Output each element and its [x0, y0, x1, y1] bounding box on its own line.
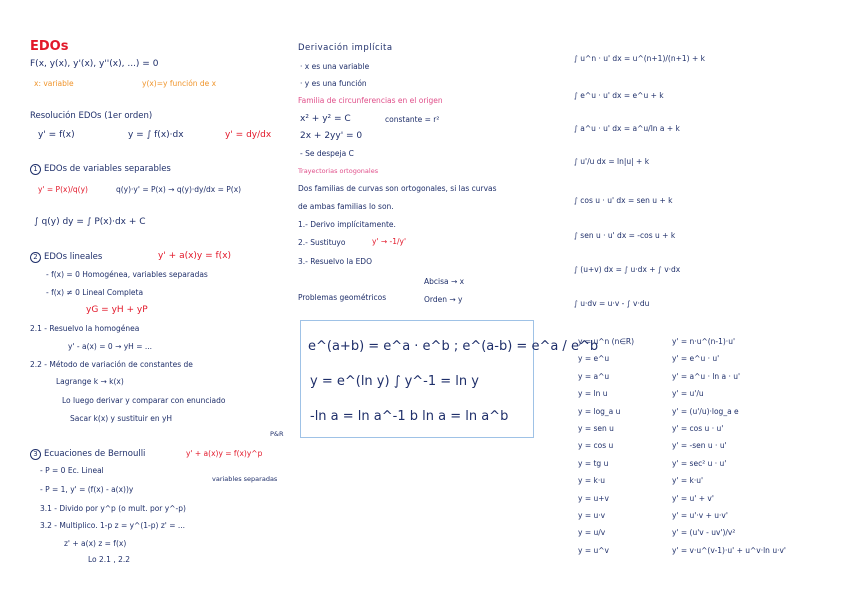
derivative-function: y = a^u	[578, 371, 610, 381]
resolucion-eq-c: y' = dy/dx	[225, 130, 272, 140]
section-1-heading	[30, 164, 171, 175]
section-3-title: Ecuaciones de Bernoulli	[44, 449, 146, 459]
derivative-result: y' = n·u^(n-1)·u'	[672, 337, 736, 346]
section-2-title: EDOs lineales	[44, 252, 103, 262]
trayectorias-step-1: 1.- Derivo implícitamente.	[298, 220, 396, 229]
abcisa-note: Abcisa → x	[424, 277, 465, 286]
step-3-1: 3.1 - Divido por y^p (o mult. por y^-p)	[40, 504, 186, 513]
box-ln-power-rule: -ln a = ln a^-1 b ln a = ln a^b	[310, 409, 509, 424]
step-3-2-eq: z' + a(x) z = f(x)	[64, 539, 127, 548]
derivative-function: y = u^n (n∈R)	[578, 337, 635, 346]
trayectorias-def-1: Dos familias de curvas son ortogonales, si las curvas	[298, 184, 497, 193]
trayectorias-def-2: de ambas familias lo son.	[298, 202, 394, 211]
derivative-function: y = u/v	[578, 528, 606, 538]
integral-rule: ∫ u^n · u' dx = u^(n+1)/(n+1) + k	[574, 54, 705, 63]
section-2-general-solution: yG = yH + yP	[86, 305, 148, 315]
familia-derivative: 2x + 2yy' = 0	[300, 131, 363, 141]
derivacion-title: Derivación implícita	[298, 43, 393, 53]
derivacion-x: · x es una variable	[300, 62, 370, 71]
trayectorias-heading: Trayectorias ortogonales	[298, 167, 379, 175]
derivative-result: y' = u'/u	[672, 389, 704, 399]
derivative-function: y = u·v	[578, 511, 606, 520]
derivative-result: y' = -sen u · u'	[672, 441, 727, 451]
step-2-1-eq: y' - a(x) = 0 → yH = ...	[68, 342, 153, 351]
section-1-eq-c: ∫ q(y) dy = ∫ P(x)·dx + C	[34, 217, 146, 227]
trayectorias-substitution: y' → -1/y'	[372, 237, 407, 246]
edos-title: EDOs	[30, 39, 69, 54]
familia-heading: Familia de circunferencias en el origen	[298, 96, 443, 105]
derivative-function: y = sen u	[578, 424, 614, 433]
derivative-function: y = u^v	[578, 545, 609, 555]
derivative-result: y' = cos u · u'	[672, 424, 724, 433]
section-2-homogenea: - f(x) = 0 Homogénea, variables separadas	[46, 270, 208, 279]
derivative-function: y = u+v	[578, 493, 609, 503]
integral-rule: ∫ e^u · u' dx = e^u + k	[574, 91, 664, 100]
step-2-2-substitute: Sacar k(x) y sustituir en yH	[70, 414, 173, 423]
step-2-2-lagrange: Lagrange k → k(x)	[56, 377, 124, 386]
step-3-2-ref: Lo 2.1 , 2.2	[88, 555, 131, 564]
step-2-2: 2.2 - Método de variación de constantes de	[30, 360, 193, 369]
section-1-number: 1	[30, 164, 41, 175]
derivative-function: y = log_a u	[578, 406, 621, 416]
integral-rule: ∫ cos u · u' dx = sen u + k	[574, 196, 673, 205]
section-3-case-p1: - P = 1, y' = (f(x) - a(x))y	[40, 485, 134, 494]
derivacion-y: · y es una función	[300, 79, 367, 88]
derivative-result: y' = v·u^(v-1)·u' + u^v·ln u·v'	[672, 545, 786, 555]
integral-rule: ∫ u'/u dx = ln|u| + k	[574, 157, 650, 166]
box-exp-rule: e^(a+b) = e^a · e^b ; e^(a-b) = e^a / e^b	[308, 339, 599, 354]
section-2-heading	[30, 252, 102, 263]
trayectorias-step-2: 2.- Sustituyo	[298, 238, 346, 247]
familia-constant: constante = r²	[385, 115, 440, 124]
problemas-geometricos: Problemas geométricos	[298, 293, 387, 302]
resolucion-eq-b: y = ∫ f(x)·dx	[128, 130, 184, 140]
edo-general-form: F(x, y(x), y'(x), y''(x), ...) = 0	[30, 59, 159, 69]
derivative-function: y = ln u	[578, 389, 608, 399]
derivative-function: y = tg u	[578, 458, 609, 468]
edo-variable-note: x: variable	[34, 79, 74, 88]
resolucion-heading: Resolución EDOs (1er orden)	[30, 111, 153, 121]
section-3-separadas-label: variables separadas	[212, 475, 278, 483]
derivative-function: y = k·u	[578, 476, 605, 486]
derivative-result: y' = a^u · ln a · u'	[672, 371, 741, 381]
derivative-result: y' = sec² u · u'	[672, 458, 727, 468]
section-3-number: 3	[30, 449, 41, 460]
familia-eq: x² + y² = C	[300, 114, 351, 124]
derivative-result: y' = e^u · u'	[672, 354, 720, 364]
section-1-title: EDOs de variables separables	[44, 164, 171, 174]
derivative-result: y' = u' + v'	[672, 493, 714, 503]
edo-function-note: y(x)=y función de x	[142, 79, 217, 88]
integral-rule: ∫ u·dv = u·v - ∫ v·du	[574, 299, 650, 308]
derivative-result: y' = (u'v - uv')/v²	[672, 528, 736, 538]
integral-rule: ∫ (u+v) dx = ∫ u·dx + ∫ v·dx	[574, 265, 681, 274]
section-2-eq: y' + a(x)y = f(x)	[158, 251, 232, 261]
derivative-result: y' = (u'/u)·log_a e	[672, 406, 739, 416]
step-2-2-derive: Lo luego derivar y comparar con enunciado	[62, 396, 226, 405]
step-2-2-mark: P&R	[270, 430, 284, 438]
derivative-function: y = cos u	[578, 441, 614, 451]
derivative-result: y' = u'·v + u·v'	[672, 511, 728, 520]
integral-rule: ∫ sen u · u' dx = -cos u + k	[574, 231, 676, 240]
derivative-result: y' = k·u'	[672, 476, 704, 486]
box-ln-rule: y = e^(ln y) ∫ y^-1 = ln y	[310, 374, 479, 389]
integral-rule: ∫ a^u · u' dx = a^u/ln a + k	[574, 124, 680, 133]
trayectorias-step-3: 3.- Resuelvo la EDO	[298, 257, 372, 266]
section-3-heading	[30, 449, 145, 460]
section-1-eq-a: y' = P(x)/q(y)	[38, 185, 88, 194]
section-2-completa: - f(x) ≠ 0 Lineal Completa	[46, 288, 144, 297]
step-2-1: 2.1 - Resuelvo la homogénea	[30, 324, 140, 333]
section-2-number: 2	[30, 252, 41, 263]
step-3-2: 3.2 - Multiplico. 1-p z = y^(1-p) z' = ...	[40, 521, 186, 530]
section-3-case-p0: - P = 0 Ec. Lineal	[40, 466, 104, 475]
section-3-eq: y' + a(x)y = f(x)y^p	[186, 449, 263, 458]
familia-despeja: - Se despeja C	[300, 149, 354, 158]
orden-note: Orden → y	[424, 295, 463, 304]
derivative-function: y = e^u	[578, 354, 610, 364]
section-1-eq-b: q(y)·y' = P(x) → q(y)·dy/dx = P(x)	[116, 185, 242, 194]
resolucion-eq-a: y' = f(x)	[38, 130, 75, 140]
